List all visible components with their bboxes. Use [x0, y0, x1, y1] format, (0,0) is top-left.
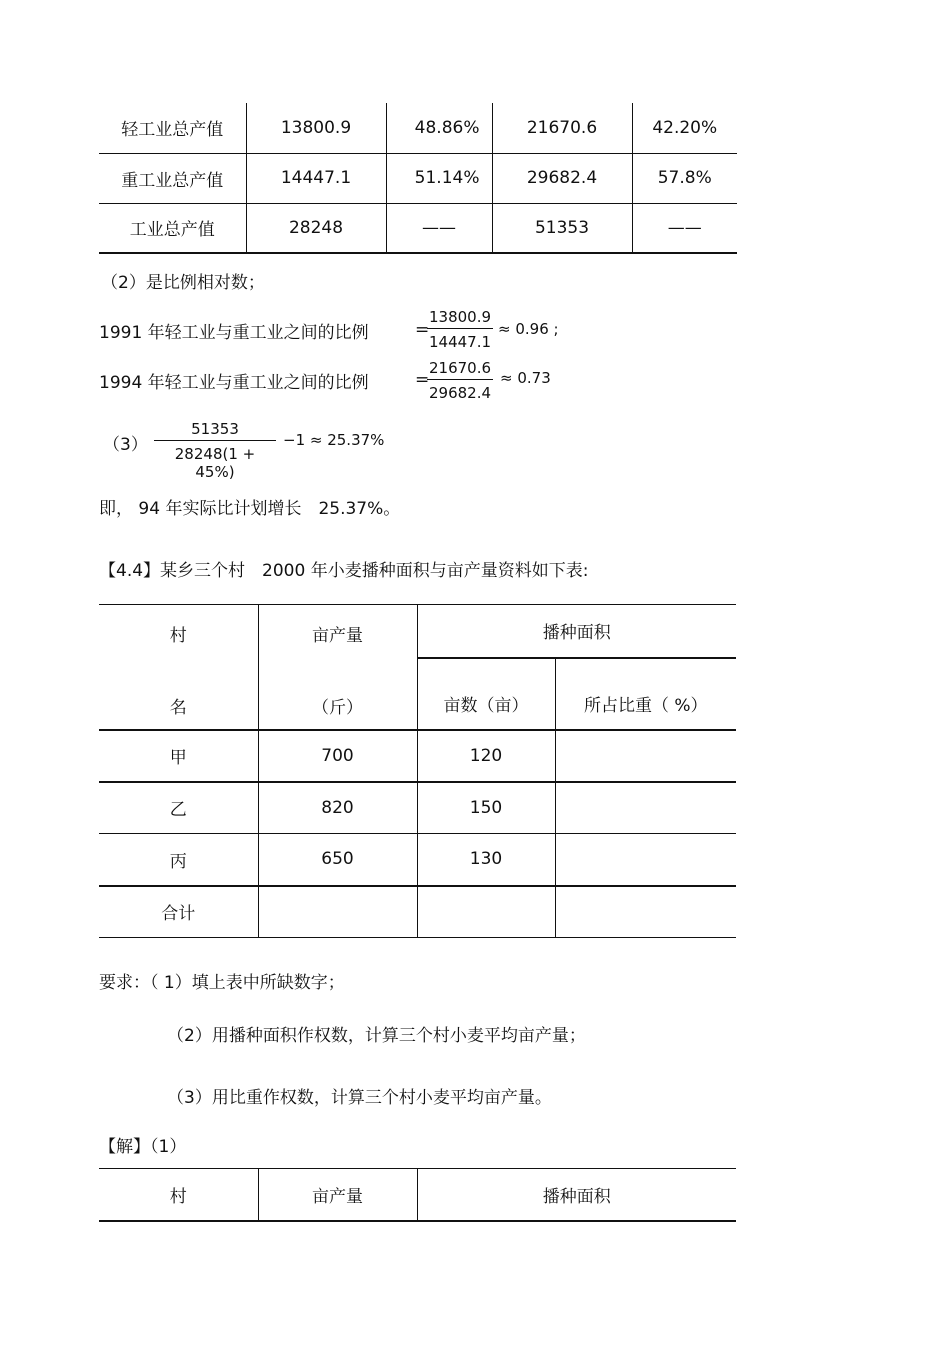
table-cell [555, 730, 736, 782]
header-village-bottom: 名 [169, 698, 187, 718]
table-cell: 51.14% [386, 153, 492, 203]
answer-table [99, 1168, 736, 1222]
header-mu: 亩数（亩） [417, 658, 555, 730]
table-cell: 21670.6 [492, 103, 632, 153]
table-cell: 工业总产值 [99, 203, 246, 253]
fraction-denominator: 28248(1 + 45%) [174, 445, 256, 481]
ratio-1994-fraction [427, 359, 493, 402]
table-cell: 甲 [99, 730, 258, 782]
equals-sign: = [415, 320, 430, 340]
table-cell: 合计 [99, 886, 258, 938]
growth-conclusion: 即， 94 年实际比计划增长 25.37%。 [99, 499, 401, 519]
solution-2-label: （2）是比例相对数； [101, 273, 265, 293]
ratio-1991-fraction [427, 308, 493, 351]
requirement-3: （3）用比重作权数，计算三个村小麦平均亩产量。 [167, 1088, 552, 1108]
table-cell: 14447.1 [246, 153, 386, 203]
table-cell: 120 [417, 730, 555, 782]
table-cell: 13800.9 [246, 103, 386, 153]
table-cell: 57.8% [632, 153, 737, 203]
fraction-denominator: 14447.1 [429, 333, 492, 351]
fraction-numerator: 13800.9 [427, 308, 493, 329]
header-village [99, 605, 258, 730]
table-cell [555, 782, 736, 834]
table-cell: 29682.4 [492, 153, 632, 203]
problem-4-4-title: 【4.4】某乡三个村 2000 年小麦播种面积与亩产量资料如下表: [99, 561, 589, 581]
table-cell: 48.86% [386, 103, 492, 153]
header-area: 播种面积 [417, 605, 736, 658]
table-cell: 28248 [246, 203, 386, 253]
table-cell: 42.20% [652, 117, 718, 138]
table-cell [258, 886, 417, 938]
fraction-denominator: 29682.4 [429, 384, 492, 402]
table-cell: 700 [258, 730, 417, 782]
ratio-1994-text: 1994 年轻工业与重工业之间的比例 [99, 373, 369, 393]
fraction-numerator: 21670.6 [427, 359, 493, 380]
table-cell: —— [386, 203, 492, 253]
table-cell [555, 834, 736, 886]
answer-header-yield: 亩产量 [258, 1169, 417, 1221]
table-cell: 820 [258, 782, 417, 834]
table-cell: 丙 [99, 834, 258, 886]
table-cell [555, 886, 736, 938]
answer-header-area: 播种面积 [417, 1169, 736, 1221]
table-cell: 650 [258, 834, 417, 886]
table-cell: 轻工业总产值 [99, 103, 246, 153]
requirement-1: 要求：（ 1）填上表中所缺数字； [99, 973, 345, 993]
header-yield-top: 亩产量 [312, 626, 363, 646]
growth-result: −1 ≈ 25.37% [283, 431, 385, 449]
wheat-table [99, 604, 736, 938]
solution-3-label: （3） [103, 435, 148, 455]
header-village-top: 村 [169, 626, 187, 646]
table-cell: 51353 [492, 203, 632, 253]
table-cell: 乙 [99, 782, 258, 834]
ratio-1991-result: ≈ 0.96 ; [498, 320, 559, 338]
table-cell: 150 [417, 782, 555, 834]
header-yield [258, 605, 417, 730]
answer-header-village: 村 [99, 1169, 258, 1221]
growth-fraction [154, 420, 276, 481]
equals-sign: = [415, 370, 430, 390]
table-cell: 重工业总产值 [99, 153, 246, 203]
table-cell [417, 886, 555, 938]
fraction-numerator: 51353 [154, 420, 276, 441]
ratio-1991-text: 1991 年轻工业与重工业之间的比例 [99, 323, 369, 343]
answer-label: 【解】（1） [99, 1137, 187, 1157]
table-cell: 130 [417, 834, 555, 886]
table-cell: —— [632, 203, 737, 253]
ratio-1994-result: ≈ 0.73 [500, 369, 551, 387]
requirement-2: （2）用播种面积作权数，计算三个村小麦平均亩产量； [167, 1026, 586, 1046]
header-yield-bottom: （斤） [312, 698, 363, 718]
header-share: 所占比重（ %） [555, 658, 736, 730]
industry-output-table [99, 103, 737, 254]
